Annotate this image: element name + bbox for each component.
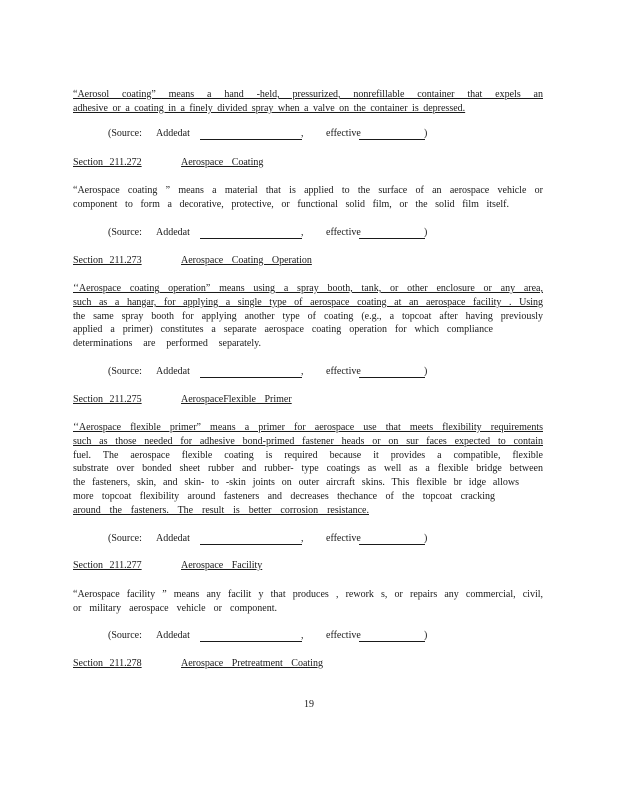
added-label: Addedat [156,366,190,377]
comma: , [301,533,304,544]
section-title: AerospaceFlexible Primer [181,394,292,405]
section-title: Aerospace Pretreatment Coating [181,658,323,669]
added-label: Addedat [156,630,190,641]
effective-label: effective [326,227,361,238]
definition-line: ‘‘Aerospace flexible primer” means a primer for aerospace use that meets flexibility requirements [73,422,543,433]
section-title: Aerospace Coating [181,157,264,168]
definition-line: “Aerospace facility ” means any facilit y that produces , rework s, or repairs any commercial, civil, [73,589,543,600]
definition-line: such as a hangar, for applying a single type of aerospace coating at an aerospace facility . Using [73,296,543,308]
close-paren: ) [424,533,428,544]
definition-aerospace-facility [73,588,543,616]
source-label: (Source: [108,227,142,238]
added-label: Addedat [156,227,190,238]
effective-date-blank[interactable] [359,227,428,239]
close-paren: ) [424,366,428,377]
effective-label: effective [326,630,361,641]
added-date-blank[interactable] [200,227,302,239]
definition-line: or military aerospace vehicle or component. [73,602,277,614]
definition-line: determinations are performed separately. [73,338,261,350]
added-date-blank[interactable] [200,128,302,140]
section-title: Aerospace Facility [181,560,263,571]
source-label: (Source: [108,128,142,139]
definition-line: around the fasteners. The result is better corrosion resistance. [73,504,369,516]
definition-line: applied a primer) constitutes a separate aerospace coating operation for which compliance [73,324,493,336]
effective-date-blank[interactable] [359,128,428,140]
effective-date-blank[interactable] [359,630,428,642]
close-paren: ) [424,630,428,641]
effective-date-blank[interactable] [359,366,428,378]
definition-line: ‘‘Aerospace coating operation” means using a spray booth, tank, or other enclosure or any area, [73,283,543,294]
definition-line: the fasteners, skin, and skin- to -skin joints on outer aircraft skins. This flexible br idge allows [73,477,519,489]
definition-line: “Aerospace coating ” means a material that is applied to the surface of an aerospace vehicle or [73,185,543,196]
added-date-blank[interactable] [200,630,302,642]
comma: , [301,630,304,641]
added-label: Addedat [156,128,190,139]
comma: , [301,366,304,377]
source-label: (Source: [108,533,142,544]
page-number: 19 [304,699,314,710]
definition-line: such as those needed for adhesive bond-primed fastener heads or on sur faces expected to contain [73,435,543,447]
comma: , [301,227,304,238]
section-number: Section 211.272 [73,157,142,168]
definition-line: the same spray booth for applying another type of coating (e.g., a topcoat after having previously [73,310,543,322]
definition-line: “Aerosol coating” means a hand -held, pressurized, nonrefillable container that expels an [73,89,543,100]
definition-line: more topcoat flexibility around fasteners and decreases thechance of the topcoat cracking [73,490,495,502]
source-label: (Source: [108,366,142,377]
comma: , [301,128,304,139]
definition-line: adhesive or a coating in a finely divided spray when a valve on the container is depressed. [73,102,466,114]
source-label: (Source: [108,630,142,641]
section-number: Section 211.275 [73,394,142,405]
effective-label: effective [326,128,361,139]
section-number: Section 211.278 [73,658,142,669]
effective-label: effective [326,366,361,377]
definition-aerospace-flexible-primer [73,421,543,518]
section-number: Section 211.277 [73,560,142,571]
added-date-blank[interactable] [200,533,302,545]
definition-line: component to form a decorative, protective, or functional solid film, or the solid film itself. [73,198,509,210]
section-number: Section 211.273 [73,255,142,266]
added-label: Addedat [156,533,190,544]
definition-aerosol-coating [73,88,543,116]
definition-aerospace-coating-operation [73,282,543,351]
close-paren: ) [424,128,428,139]
definition-aerospace-coating [73,184,543,212]
added-date-blank[interactable] [200,366,302,378]
effective-label: effective [326,533,361,544]
definition-line: substrate over bonded sheet rubber and rubber- type coatings as well as a flexible bridge between [73,463,543,475]
effective-date-blank[interactable] [359,533,428,545]
definition-line: fuel. The aerospace flexible coating is required because it provides a compatible, flexible [73,449,543,461]
close-paren: ) [424,227,428,238]
section-title: Aerospace Coating Operation [181,255,312,266]
